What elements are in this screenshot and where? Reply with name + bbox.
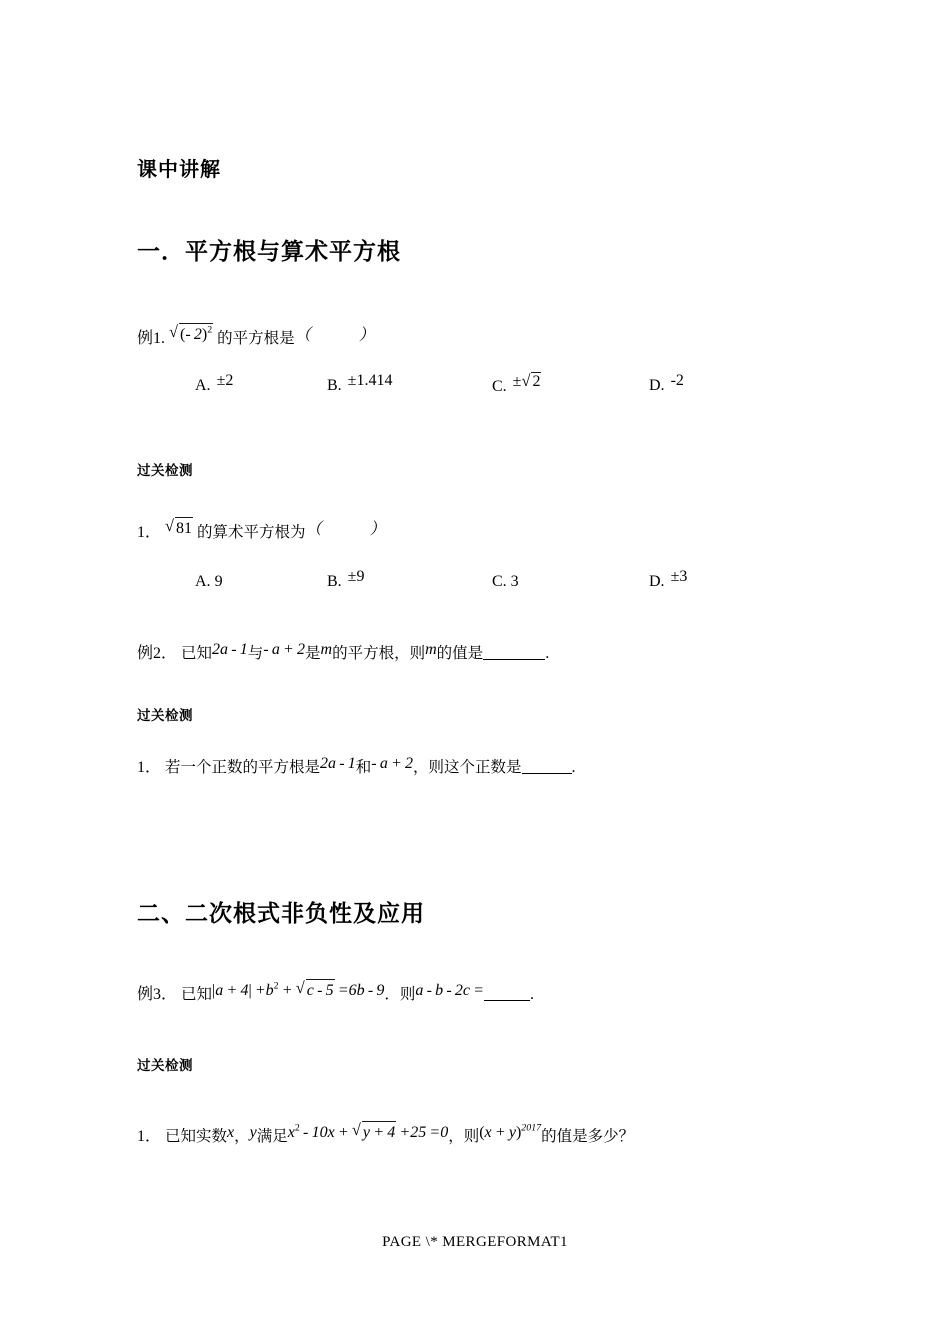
- option-c-value: 3: [510, 573, 519, 590]
- option-d-label: D.: [649, 377, 665, 394]
- math-exponent: 2017: [521, 1122, 542, 1134]
- math-variable-y: y: [249, 1124, 257, 1141]
- option-d[interactable]: [649, 372, 684, 395]
- question-label: 例3．: [137, 986, 178, 1003]
- option-b-label: B.: [327, 377, 342, 394]
- question-text-1: 若一个正数的平方根是: [165, 758, 321, 776]
- option-a-label: A.: [195, 573, 211, 590]
- section-heading-2: 二、二次根式非负性及应用: [137, 901, 425, 927]
- option-c-label: C.: [492, 378, 507, 395]
- math-expression-2: - a + 2: [371, 755, 414, 772]
- math-expression-3: m: [320, 641, 333, 658]
- check-heading-3: 过关检测: [137, 1058, 193, 1074]
- period: .: [529, 986, 534, 1003]
- question-example-3: [137, 978, 534, 1006]
- math-expression: √ (- 2)$^2$: [169, 326, 217, 343]
- option-a-value: 9: [214, 573, 223, 590]
- options-row-check-1-1: [137, 568, 817, 613]
- answer-blank[interactable]: [522, 758, 572, 774]
- question-text-5: 的值是: [436, 644, 484, 662]
- answer-paren: （ ）: [305, 521, 386, 538]
- question-label: 1．: [137, 1128, 162, 1145]
- option-b-value: ±1.414: [347, 372, 393, 389]
- option-d-value: ±3: [670, 568, 688, 585]
- option-a[interactable]: [195, 372, 234, 395]
- math-variable-x: x: [227, 1124, 235, 1141]
- option-c-value: ± √ 2: [512, 371, 541, 391]
- question-check-1-1: [137, 516, 386, 544]
- option-c[interactable]: [492, 371, 541, 396]
- option-b[interactable]: [327, 568, 365, 591]
- question-text-4: 的平方根，则: [332, 644, 426, 662]
- question-text-3: ，则: [448, 1127, 480, 1145]
- math-expression-2: a - b - 2c =: [415, 982, 484, 999]
- question-text-2: 与: [247, 644, 264, 662]
- question-text: 的平方根是: [217, 329, 295, 347]
- question-example-2: [137, 643, 549, 665]
- check-heading-2: 过关检测: [137, 708, 193, 724]
- answer-blank[interactable]: [484, 985, 530, 1001]
- section-heading-1: 一．平方根与算术平方根: [137, 239, 401, 265]
- math-expression-1: $|a + 4| +b^2$ + √ c - 5 =6b - 9: [212, 982, 384, 999]
- page-title: 课中讲解: [137, 157, 221, 181]
- period: .: [545, 645, 550, 662]
- question-text-3: 是: [305, 644, 321, 662]
- question-text-3: ，则这个正数是: [413, 758, 522, 776]
- question-text-1: 已知实数: [165, 1127, 228, 1145]
- question-text-1: 已知: [181, 644, 213, 662]
- option-c-label: C.: [492, 573, 507, 590]
- option-c[interactable]: [492, 573, 519, 591]
- page-footer: PAGE \* MERGEFORMAT1: [382, 1234, 568, 1250]
- options-row-example-1: [137, 371, 817, 417]
- question-text-2: 满足: [256, 1127, 288, 1145]
- question-example-1: [137, 322, 375, 350]
- question-text-4: 的值是多少？: [541, 1127, 635, 1145]
- answer-blank[interactable]: [483, 644, 545, 660]
- option-d-value: -2: [670, 372, 684, 389]
- option-a-label: A.: [195, 377, 211, 394]
- period: .: [571, 759, 576, 776]
- question-check-2-1: [137, 1120, 635, 1148]
- question-label: 1．: [137, 524, 162, 541]
- option-b-value: ±9: [347, 568, 365, 585]
- math-expression-2: $(x + y)^{2017}$: [479, 1122, 542, 1141]
- comma: ，: [234, 1127, 250, 1145]
- math-expression-1: $x^2 - 10x$ + √ y + 4 +25 =0: [288, 1124, 448, 1141]
- math-expression-2: - a + 2: [263, 641, 306, 658]
- option-d-label: D.: [649, 573, 665, 590]
- math-expression-1: 2a - 1: [320, 755, 356, 772]
- math-expression: √ 81: [165, 520, 197, 537]
- question-text: 的算术平方根为: [197, 523, 306, 541]
- question-text-2: 和: [355, 758, 372, 776]
- question-label: 1．: [137, 759, 162, 776]
- question-label: 例2．: [137, 645, 178, 662]
- question-label: 例1.: [137, 330, 166, 347]
- option-b[interactable]: [327, 372, 393, 395]
- check-heading-1: 过关检测: [137, 463, 193, 479]
- math-expression-4: m: [425, 641, 437, 658]
- question-text-1: 已知: [181, 985, 213, 1003]
- option-b-label: B.: [327, 573, 342, 590]
- question-text-2: ．则: [384, 985, 416, 1003]
- math-expression-1: 2a - 1: [212, 641, 248, 658]
- option-d[interactable]: [649, 568, 688, 591]
- option-a[interactable]: [195, 573, 223, 591]
- question-check-1-2: [137, 757, 576, 779]
- answer-paren: （ ）: [294, 327, 375, 344]
- option-a-value: ±2: [216, 372, 234, 389]
